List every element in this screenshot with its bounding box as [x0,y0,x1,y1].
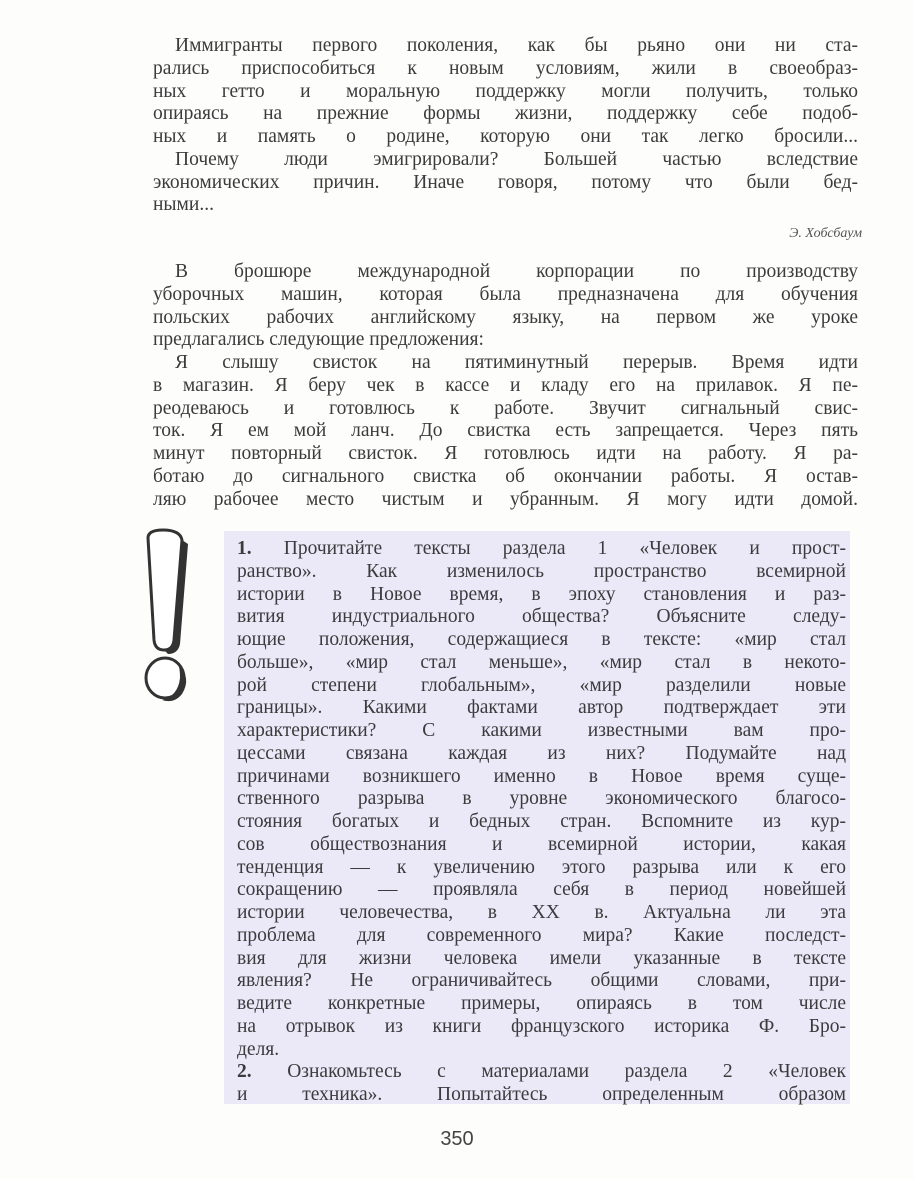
exclamation-icon [138,528,198,708]
task-line: истории в Новое время, в эпоху становления и раз- [237,583,846,605]
task-line: тенденция — к увеличению этого разрыва или к его [237,856,846,878]
text-line: в магазин. Я беру чек в кассе и кладу его на прилавок. Я пе- [153,374,858,396]
text-line: польских рабочих английскому языку, на первом же уроке [153,306,858,328]
task-line: границы». Какими фактами автор подтверждает эти [237,697,846,719]
task-line: ведите конкретные примеры, опираясь в том числе [237,993,846,1014]
text-line: реодеваюсь и готовлюсь к работе. Звучит сигнальный свис- [153,397,858,419]
task-line: рой степени глобальным», «мир разделили новые [237,674,846,696]
task-line: вия для жизни человека имели указанные в тексте [237,947,846,969]
task-line: истории человечества, в XX в. Актуальна ли эта [237,902,846,923]
hobsbawm-quote [153,35,858,217]
task-line: причинами возникшего именно в Новое время суще- [237,765,846,787]
text-line: ток. Я ем мой ланч. До свистка есть запрещается. Через пять [153,420,858,442]
task-line: характеристики? С какими известными вам про- [237,720,846,741]
text-line: Я слышу свисток на пятиминутный перерыв. Время идти [175,352,858,373]
text-line: уборочных машин, которая была предназначена для обучения [153,283,858,305]
text-line: опираясь на прежние формы жизни, поддержку себе подоб- [153,103,858,125]
task-line: и техника». Попытайтесь определенным образом [237,1084,846,1105]
text-line: ными... [153,194,214,216]
text-line: В брошюре международной корпорации по производству [175,261,858,282]
task-text: Прочитайте тексты раздела 1 «Человек и прост- [283,538,846,559]
task-number: 1. [237,538,252,559]
tasks-list [237,538,846,1107]
task-line: стояния богатых и бедных стран. Вспомните из кур- [237,811,846,832]
text-line: ных и память о родине, которую они так легко бросили... [153,126,858,147]
brochure-text [153,261,858,511]
text-line: Почему люди эмигрировали? Большей частью вследствие [175,148,858,170]
text-line: ботаю до сигнального свистка об окончании работы. Я остав- [153,465,858,487]
task-line [237,1061,846,1084]
task-line: больше», «мир стал меньше», «мир стал в некото- [237,651,846,673]
task-line: ранство». Как изменилось пространство всемирной [237,560,846,582]
task-line: явления? Не ограничивайтесь общими словами, при- [237,970,846,992]
task-text: Ознакомьтесь с материалами раздела 2 «Человек [287,1061,846,1083]
task-line: вития индустриального общества? Объясните следу- [237,606,846,628]
task-line: деля. [237,1038,280,1060]
text-line: минут повторный свисток. Я готовлюсь идти на работу. Я ра- [153,443,858,464]
text-line: Иммигранты первого поколения, как бы рьяно они ни ста- [175,35,858,56]
task-line: проблема для современного мира? Какие последст- [237,924,846,946]
task-line: на отрывок из книги французского историка Ф. Бро- [237,1015,846,1037]
text-line: ных гетто и моральную поддержку могли получить, только [153,80,858,102]
task-line: сов обществознания и всемирной истории, какая [237,833,846,855]
page-number: 350 [440,1128,474,1150]
task-line: цессами связана каждая из них? Подумайте над [237,742,846,764]
text-line: экономических причин. Иначе говоря, потому что были бед- [153,171,858,193]
task-line: ственного разрыва в уровне экономического благосо- [237,788,846,810]
text-line: предлагались следующие предложения: [153,329,484,351]
text-line: ляю рабочее место чистым и убранным. Я могу идти домой. [153,488,858,510]
task-number: 2. [237,1061,252,1083]
task-line [237,538,846,561]
task-line: ющие положения, содержащиеся в тексте: «мир стал [237,629,846,650]
quote-attribution: Э. Хобсбаум [789,226,862,241]
text-line: рались приспособиться к новым условиям, жили в своеобраз- [153,57,858,79]
task-line: сокращению — проявляла себя в период новейшей [237,879,846,901]
